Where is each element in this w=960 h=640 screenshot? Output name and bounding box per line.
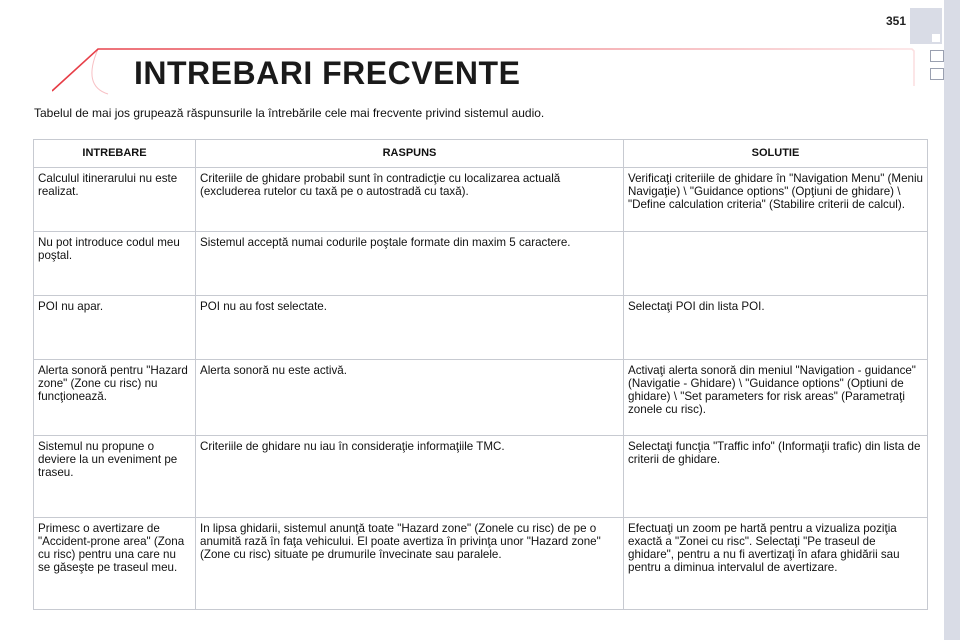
cell-question: Calculul itinerarului nu este realizat. [34, 168, 196, 232]
cell-answer: Alerta sonoră nu este activă. [196, 360, 624, 436]
faq-table [33, 139, 928, 610]
page-number: 351 [885, 14, 906, 28]
cell-answer: Criteriile de ghidare nu iau în consideraţie informaţiile TMC. [196, 436, 624, 518]
intro-text: Tabelul de mai jos grupează răspunsurile la întrebările cele mai frecvente privind sistemul audio. [34, 106, 545, 120]
table-row [34, 518, 928, 610]
cell-answer: Criteriile de ghidare probabil sunt în contradicţie cu localizarea actuală (excluderea rutelor cu taxă pe o autostradă cu taxă). [196, 168, 624, 232]
cell-solution: Selectaţi funcţia "Traffic info" (Informaţii trafic) din lista de criterii de ghidare. [624, 436, 928, 518]
sidebar-strip [944, 0, 960, 640]
table-row [34, 296, 928, 360]
cell-solution: Verificaţi criteriile de ghidare în "Navigation Menu" (Meniu Navigaţie) \ "Guidance options" (Opţiuni de ghidare) \ "Define calculation criteria" (Stabilire criterii de calcul). [624, 168, 928, 232]
cell-solution: Efectuaţi un zoom pe hartă pentru a vizualiza poziţia exactă a "Zonei cu risc". Selectaţi "Pe traseul de ghidare", pentru a nu fi avertizaţi în afara ghidării sau pentru a diminua intervalul de avertizare. [624, 518, 928, 610]
table-row [34, 360, 928, 436]
thumbnail-box-2 [930, 68, 944, 80]
cell-question: Primesc o avertizare de "Accident-prone area" (Zona cu risc) pentru una care nu se găseşte pe traseul meu. [34, 518, 196, 610]
cell-answer: Sistemul acceptă numai codurile poştale formate din maxim 5 caractere. [196, 232, 624, 296]
cell-question: Sistemul nu propune o deviere la un eveniment pe traseu. [34, 436, 196, 518]
header-solution: SOLUTIE [624, 140, 928, 168]
page-tab [910, 8, 942, 44]
thumbnail-box-1 [930, 50, 944, 62]
page-tab-marker [932, 34, 940, 42]
table-header-row [34, 140, 928, 168]
table-row [34, 232, 928, 296]
cell-question: POI nu apar. [34, 296, 196, 360]
cell-question: Nu pot introduce codul meu poştal. [34, 232, 196, 296]
cell-answer: POI nu au fost selectate. [196, 296, 624, 360]
page-title: INTREBARI FRECVENTE [134, 55, 521, 91]
table-row [34, 436, 928, 518]
cell-solution: Selectaţi POI din lista POI. [624, 296, 928, 360]
header-answer: RASPUNS [196, 140, 624, 168]
cell-question: Alerta sonoră pentru "Hazard zone" (Zone cu risc) nu funcţionează. [34, 360, 196, 436]
cell-solution [624, 232, 928, 296]
header-question: INTREBARE [34, 140, 196, 168]
cell-answer: In lipsa ghidarii, sistemul anunţă toate "Hazard zone" (Zonele cu risc) de pe o anumită rază în faţa vehicului. El poate avertiza în privinţa unor "Hazard zone" (Zone cu risc) situate pe drumurile învecinate sau paralele. [196, 518, 624, 610]
cell-solution: Activaţi alerta sonoră din meniul "Navigation - guidance" (Navigatie - Ghidare) \ "Guidance options" (Optiuni de ghidare) \ "Set parameters for risk areas" (Parametraţi zonele cu risc). [624, 360, 928, 436]
table-row [34, 168, 928, 232]
